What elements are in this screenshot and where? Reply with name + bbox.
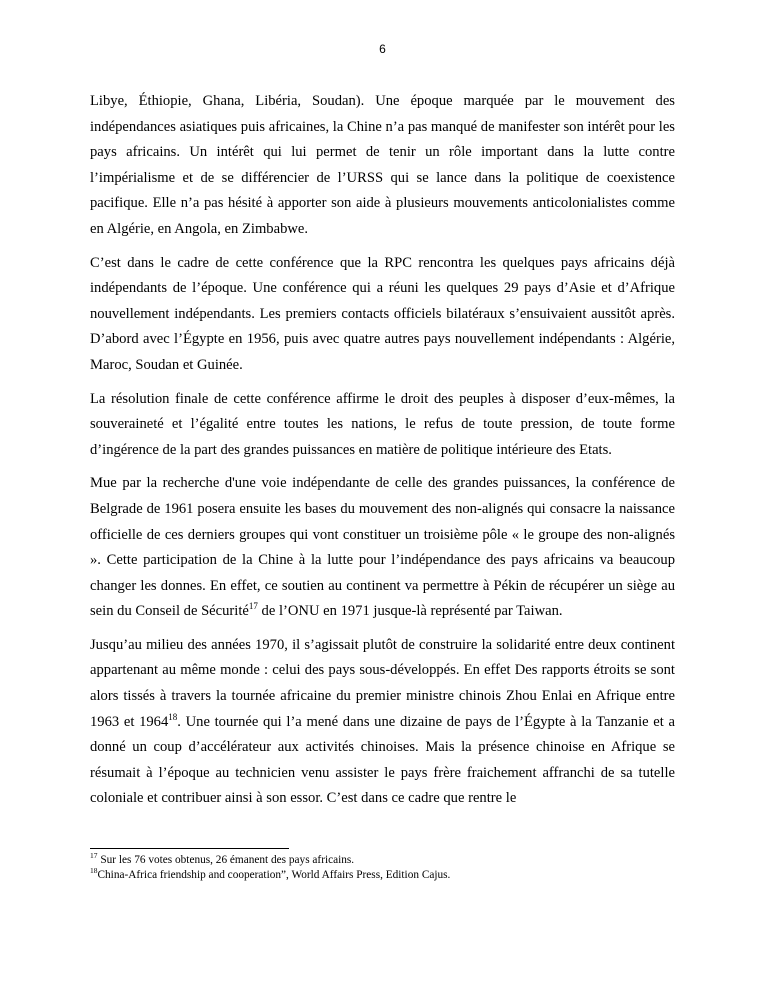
footnotes (90, 853, 675, 883)
paragraph (90, 471, 675, 625)
paragraph-text: C’est dans le cadre de cette conférence que la RPC rencontra les quelques pays africains déjà indépendants de l’époque. Une conférence qui a réuni les quelques 29 pays d’Asie et d’Afrique nouvellement indépendants. Les premiers contacts officiels bilatéraux s’ensuivaient aussitôt après. D’abord avec l’Égypte en 1956, puis avec quatre autres pays nouvellement indépendants : Algérie, Maroc, Soudan et Guinée. (90, 254, 675, 373)
footnote-text: China-Africa friendship and cooperation”, World Affairs Press, Edition Cajus. (97, 869, 451, 881)
paragraph-text: Libye, Éthiopie, Ghana, Libéria, Soudan). Une époque marquée par le mouvement des indépendances asiatiques puis africaines, la Chine n’a pas manqué de manifester son intérêt pour les pays africains. Un intérêt qui lui permet de tenir un rôle important dans la lutte contre l’impérialisme et de se différencier de l’URSS qui se lance dans la politique de coexistence pacifique. Elle n’a pas hésité à apporter son aide à plusieurs mouvements anticolonialistes comme en Algérie, en Angola, en Zimbabwe. (90, 93, 675, 237)
footnote (90, 868, 675, 883)
footnote-ref[interactable]: 18 (168, 711, 178, 722)
footnote-number: 18 (90, 866, 98, 876)
page-number: 6 (379, 42, 386, 56)
paragraph (90, 251, 675, 379)
footnote-number: 17 (90, 851, 98, 861)
paragraph (90, 89, 675, 243)
footnote (90, 853, 675, 868)
paragraph-text: Mue par la recherche d'une voie indépendante de celle des grandes puissances, la conférence de Belgrade de 1961 posera ensuite les bases du mouvement des non-alignés qui consacre la naissance officielle de ces derniers groupes qui vont constituer un troisième pôle « le groupe des non-alignés ». Cette participation de la Chine à la lutte pour l’indépendance des pays africains va beaucoup changer les donnes. En effet, ce soutien au continent va permettre à Pékin de récupérer un siège au sein du Conseil de Sécurité (90, 475, 675, 620)
footnote-text: Sur les 76 votes obtenus, 26 émanent des pays africains. (97, 854, 355, 866)
paragraph (90, 633, 675, 812)
paragraph-text: La résolution finale de cette conférence affirme le droit des peuples à disposer d’eux-mêmes, la souveraineté et l’égalité entre toutes les nations, le refus de toute pression, de toute forme d’ingérence de la part des grandes puissances en matière de politique intérieure des Etats. (90, 390, 675, 458)
paragraph (90, 387, 675, 464)
body-text (90, 89, 675, 820)
paragraph-text: . Une tournée qui l’a mené dans une dizaine de pays de l’Égypte à la Tanzanie et a donné un coup d’accélérateur aux activités chinoises. Mais la présence chinoise en Afrique se résumait à l’époque au technicien venu assister le pays frère fraichement affranchi de sa tutelle coloniale et contribuer ainsi à son essor. C’est dans ce cadre que rentre le (90, 713, 675, 807)
footnote-separator (90, 848, 289, 849)
footnote-ref[interactable]: 17 (248, 601, 258, 612)
paragraph-text: de l’ONU en 1971 jusque-là représenté par Taiwan. (257, 603, 563, 620)
paragraph-text: Jusqu’au milieu des années 1970, il s’agissait plutôt de construire la solidarité entre deux continent appartenant au même monde : celui des pays sous-développés. En effet Des rapports étroits se sont alors tissés à travers la tournée africaine du premier ministre chinois Zhou Enlai en Afrique entre 1963 et 1964 (90, 636, 675, 730)
